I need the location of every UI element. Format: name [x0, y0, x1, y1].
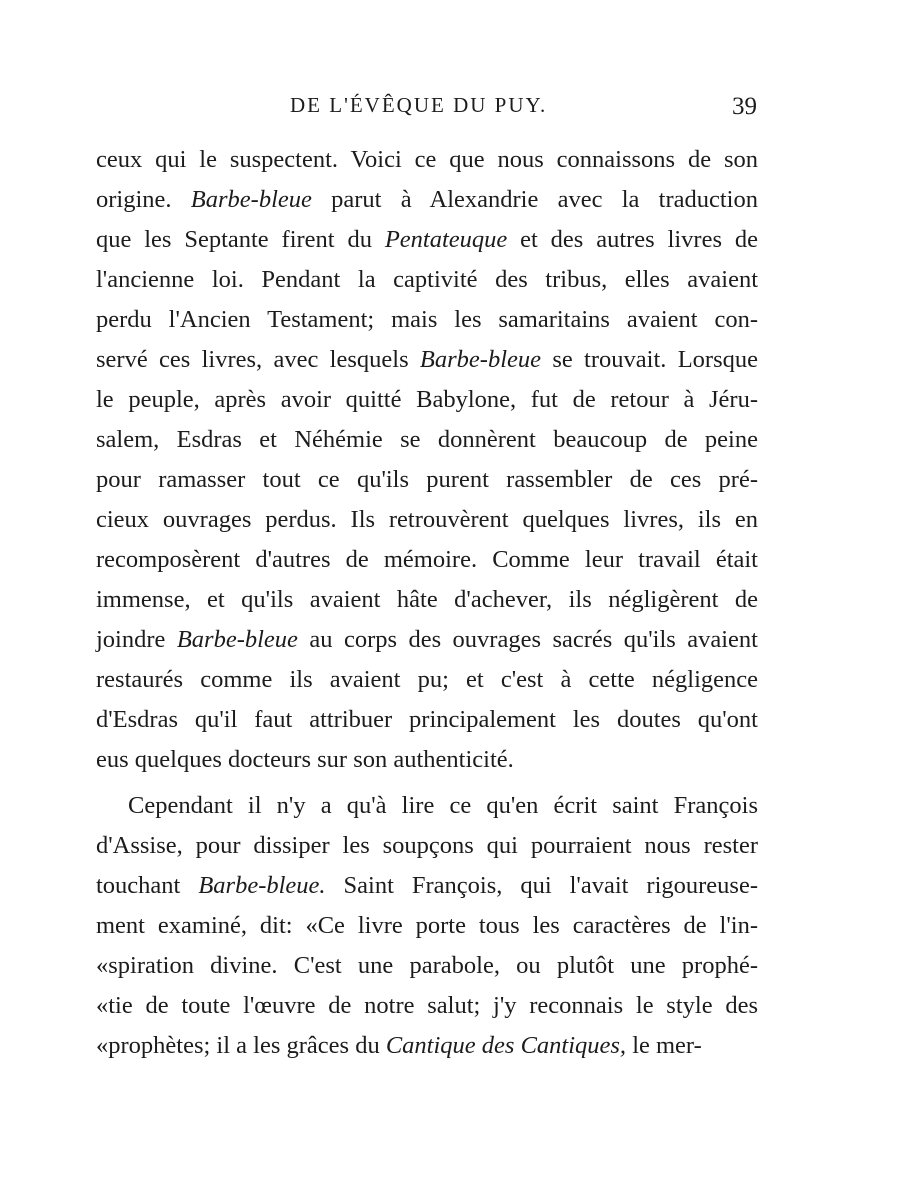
page-number: 39 [732, 93, 757, 120]
text-segment: et des autres livres de [507, 226, 758, 253]
text-segment: joindre [96, 626, 177, 653]
text-line [96, 220, 758, 260]
body-text [96, 140, 758, 1066]
paragraph [96, 786, 758, 1066]
text-segment: cieux ouvrages perdus. Ils retrouvèrent quelques livres, ils en [96, 506, 758, 533]
text-segment: au corps des ouvrages sacrés qu'ils avaient [297, 626, 758, 653]
paragraph [96, 140, 758, 780]
italic-text: Barbe-bleue. [198, 872, 326, 899]
text-line [96, 946, 758, 986]
italic-text: Cantique des Cantiques, [385, 1032, 627, 1059]
text-line [96, 380, 758, 420]
italic-text: Barbe-bleue [190, 186, 312, 213]
text-line [96, 786, 758, 826]
text-segment: le mer- [626, 1032, 702, 1059]
text-line [96, 986, 758, 1026]
text-segment: salem, Esdras et Néhémie se donnèrent beaucoup de peine [96, 426, 758, 453]
text-segment: «spiration divine. C'est une parabole, ou plutôt une prophé- [96, 952, 758, 979]
text-segment: immense, et qu'ils avaient hâte d'achever, ils négligèrent de [96, 586, 758, 613]
text-segment: d'Assise, pour dissiper les soupçons qui pourraient nous rester [96, 832, 758, 859]
text-line [96, 866, 758, 906]
text-line [96, 460, 758, 500]
italic-text: Barbe-bleue [176, 626, 298, 653]
text-segment: l'ancienne loi. Pendant la captivité des tribus, elles avaient [96, 266, 758, 293]
text-line [96, 300, 758, 340]
text-line [96, 660, 758, 700]
text-line [96, 580, 758, 620]
text-segment: que les Septante firent du [96, 226, 385, 253]
text-segment: perdu l'Ancien Testament; mais les samaritains avaient con- [96, 306, 758, 333]
text-segment: restaurés comme ils avaient pu; et c'est à cette négligence [96, 666, 758, 693]
text-segment: «prophètes; il a les grâces du [96, 1032, 386, 1059]
text-segment: «tie de toute l'œuvre de notre salut; j'y reconnais le style des [96, 992, 758, 1019]
text-segment: servé ces livres, avec lesquels [96, 346, 420, 373]
text-segment: ment examiné, dit: «Ce livre porte tous les caractères de l'in- [96, 912, 758, 939]
text-line [96, 826, 758, 866]
text-line [96, 180, 758, 220]
running-head [0, 93, 900, 123]
italic-text: Barbe-bleue [419, 346, 542, 373]
text-line [96, 500, 758, 540]
text-line [96, 420, 758, 460]
text-line [96, 740, 758, 780]
text-segment: pour ramasser tout ce qu'ils purent rassembler de ces pré- [96, 466, 758, 493]
text-segment: ceux qui le suspectent. Voici ce que nous connaissons de son [96, 146, 758, 173]
text-line [96, 620, 758, 660]
text-segment: parut à Alexandrie avec la traduction [311, 186, 758, 213]
text-segment: eus quelques docteurs sur son authenticité. [96, 746, 514, 773]
text-segment: se trouvait. Lorsque [541, 346, 758, 373]
running-title: DE L'ÉVÊQUE DU PUY. [290, 93, 548, 117]
text-line [96, 140, 758, 180]
text-segment: le peuple, après avoir quitté Babylone, fut de retour à Jéru- [96, 386, 758, 413]
text-line [96, 700, 758, 740]
text-line [96, 906, 758, 946]
text-line [96, 540, 758, 580]
text-segment: Cependant il n'y a qu'à lire ce qu'en écrit saint François [128, 792, 758, 819]
text-segment: d'Esdras qu'il faut attribuer principalement les doutes qu'ont [96, 706, 758, 733]
italic-text: Pentateuque [384, 226, 508, 253]
text-segment: recomposèrent d'autres de mémoire. Comme leur travail était [96, 546, 758, 573]
text-line [96, 340, 758, 380]
text-line [96, 260, 758, 300]
text-segment: touchant [96, 872, 199, 899]
text-segment: Saint François, qui l'avait rigoureuse- [325, 872, 758, 899]
text-line [96, 1026, 758, 1066]
text-segment: origine. [96, 186, 191, 213]
